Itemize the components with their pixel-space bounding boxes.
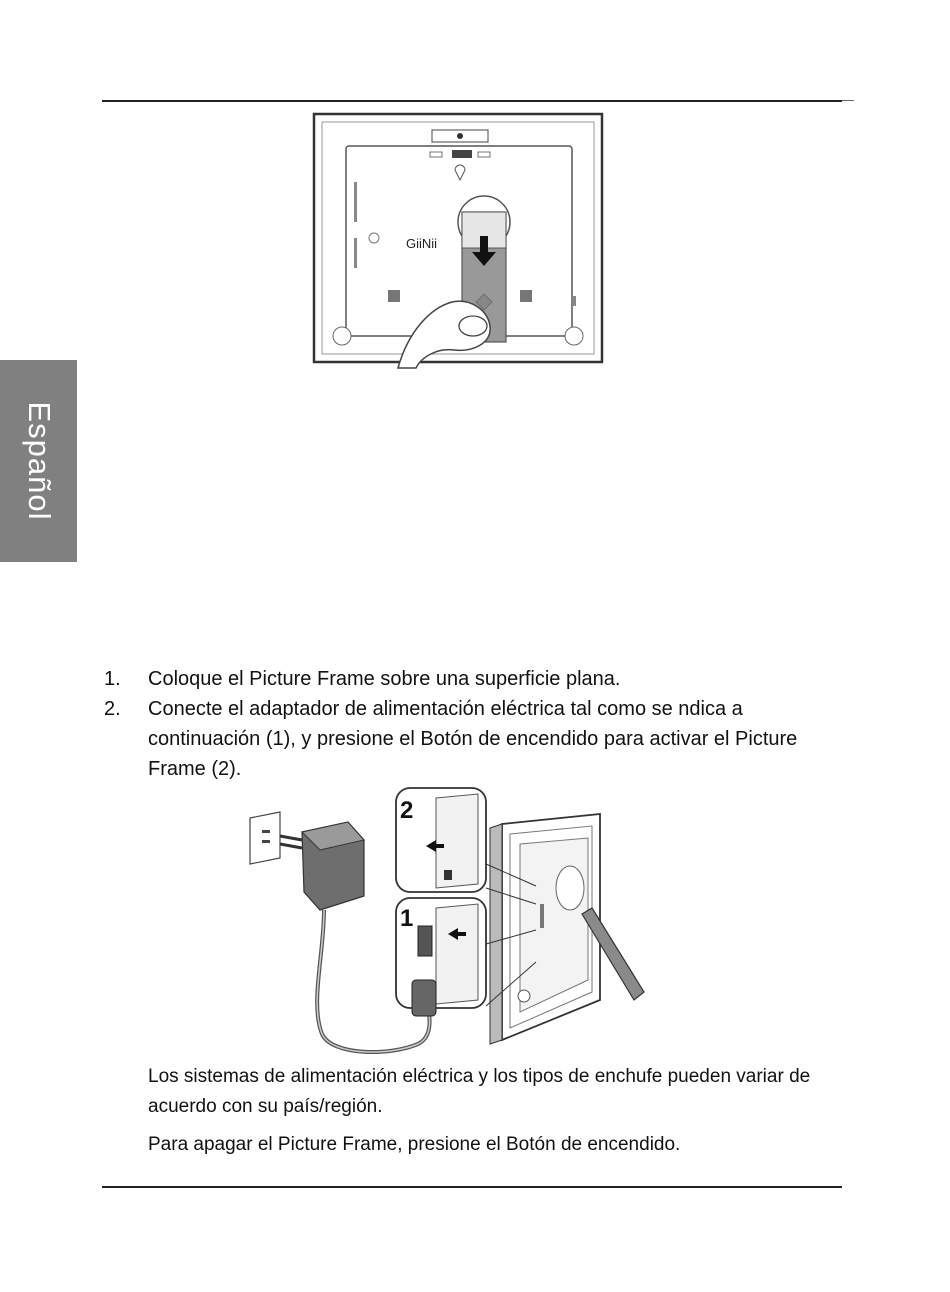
list-item: [104, 664, 844, 694]
callout-number: 2: [400, 797, 414, 824]
power-adapter-illustration: [240, 784, 650, 1064]
step-text: Conecte el adaptador de alimentación eléctrica tal como se ndica a continuación (1), y presione el Botón de encendido para activar el Picture Frame (2).: [148, 698, 798, 780]
top-rule-tick: [842, 100, 854, 101]
language-tab: [0, 360, 77, 562]
note-power-off: Para apagar el Picture Frame, presione el Botón de encendido.: [148, 1134, 681, 1155]
note-power-systems: Los sistemas de alimentación eléctrica y los tipos de enchufe pueden variar de acuerdo con su país/región.: [148, 1066, 811, 1117]
step-number: 2.: [104, 698, 121, 720]
list-item: [104, 694, 844, 784]
setup-steps: [104, 664, 844, 784]
step-number: 1.: [104, 668, 121, 690]
callout-number: 1: [400, 905, 414, 932]
language-tab-label: Español: [21, 401, 57, 521]
frame-brand-label: GiiNii: [406, 236, 438, 251]
frame-back-illustration: [312, 112, 604, 370]
top-rule: [102, 100, 842, 102]
bottom-rule: [102, 1186, 842, 1188]
step-text: Coloque el Picture Frame sobre una superficie plana.: [148, 668, 621, 690]
